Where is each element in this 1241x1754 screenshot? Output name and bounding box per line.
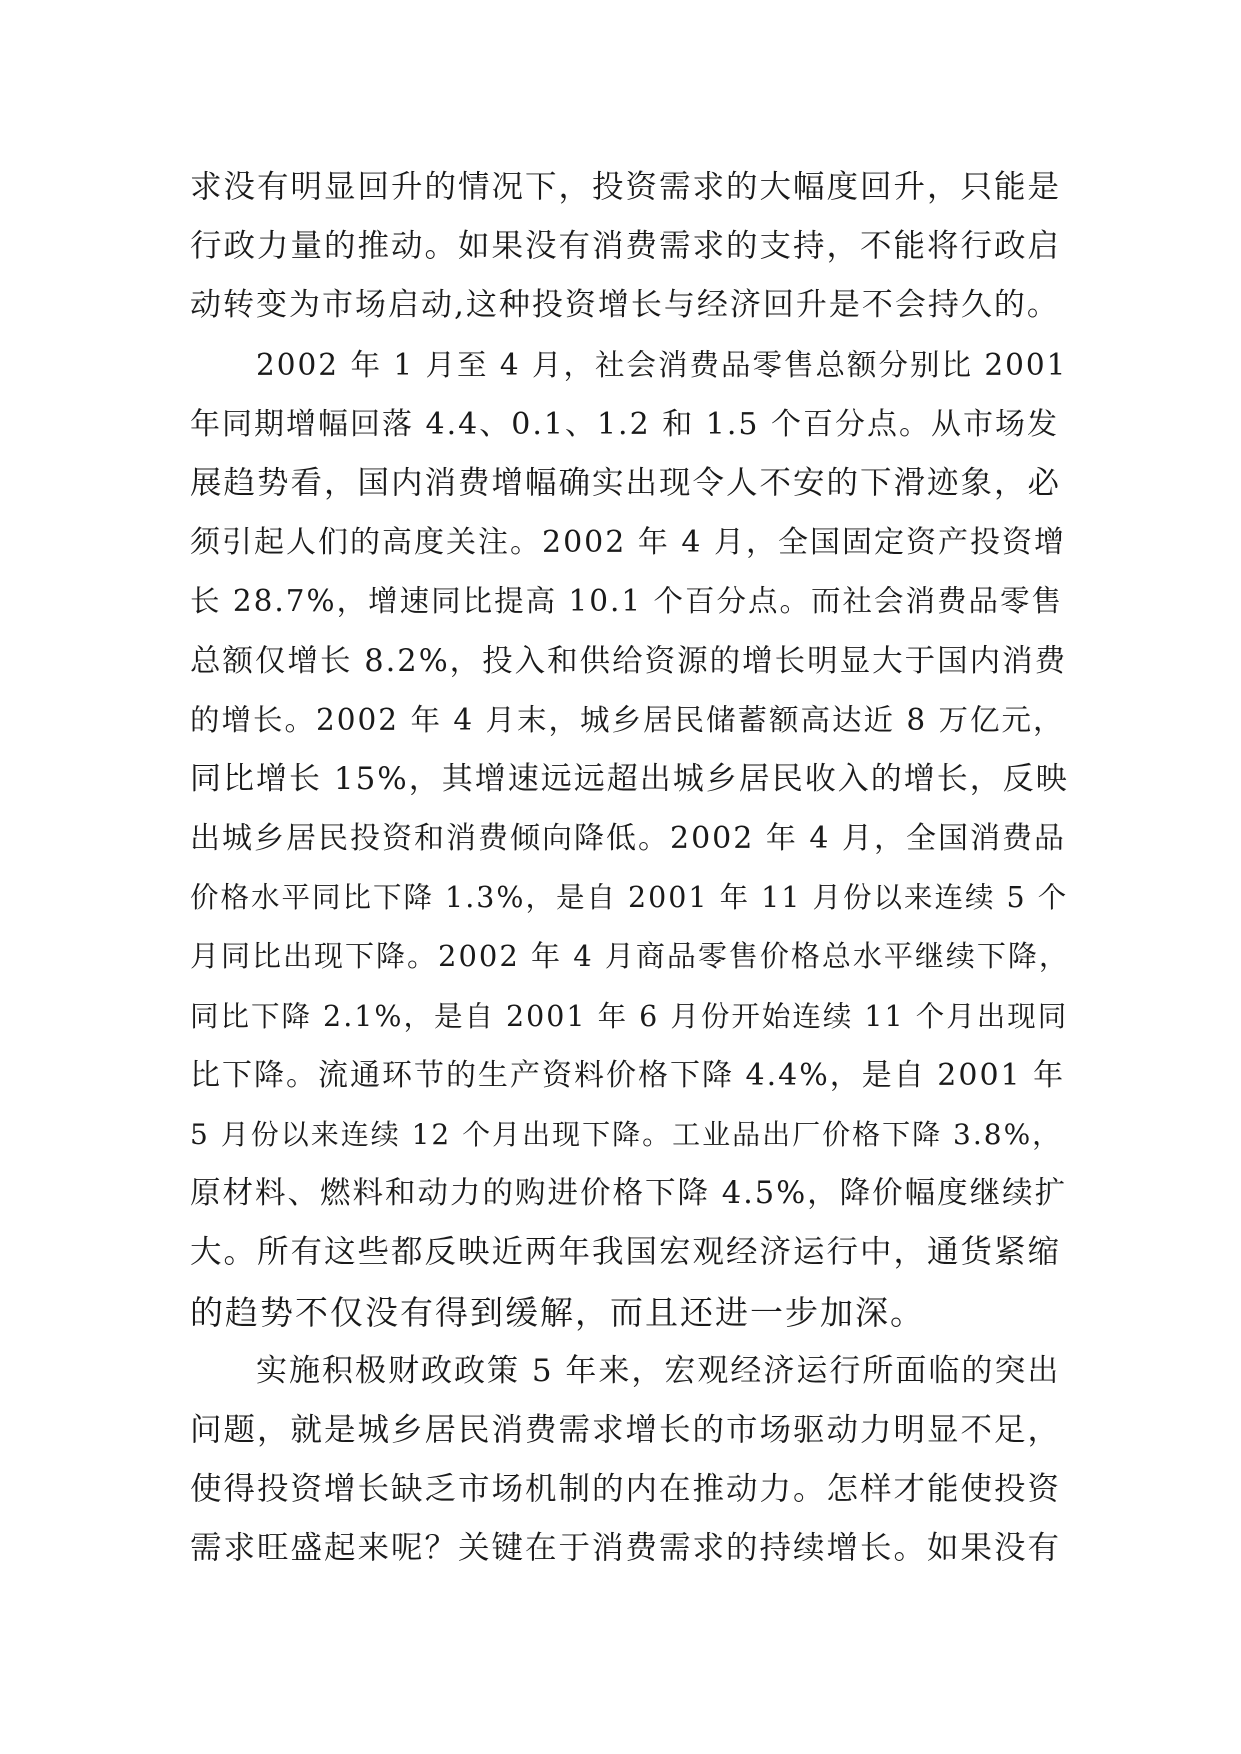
text-line: 原材料、燃料和动力的购进价格下降 4.5%，降价幅度继续扩: [190, 1176, 1068, 1212]
text-line: 展趋势看，国内消费增幅确实出现令人不安的下滑迹象，必: [190, 464, 1062, 501]
text-line: 行政力量的推动。如果没有消费需求的支持，不能将行政启: [190, 228, 1062, 265]
text-line: 问题，就是城乡居民消费需求增长的市场驱动力明显不足，: [190, 1411, 1062, 1448]
text-line: 月同比出现下降。2002 年 4 月商品零售价格总水平继续下降，: [190, 939, 1070, 974]
text-line: 同比下降 2.1%，是自 2001 年 6 月份开始连续 11 个月出现同: [190, 999, 1069, 1033]
text-line: 价格水平同比下降 1.3%，是自 2001 年 11 月份以来连续 5 个: [190, 881, 1069, 915]
text-line: 长 28.7%，增速同比提高 10.1 个百分点。而社会消费品零售: [190, 584, 1064, 619]
text-line: 5 月份以来连续 12 个月出现下降。工业品出厂价格下降 3.8%，: [190, 1118, 1063, 1151]
body-text: [190, 158, 1070, 1579]
text-line: 同比增长 15%，其增速远远超出城乡居民收入的增长，反映: [190, 760, 1069, 797]
text-line: 总额仅增长 8.2%，投入和供给资源的增长明显大于国内消费: [190, 643, 1068, 679]
text-line: 求没有明显回升的情况下，投资需求的大幅度回升，只能是: [190, 169, 1062, 205]
text-line: 的增长。2002 年 4 月末，城乡居民储蓄额高达近 8 万亿元，: [190, 702, 1065, 737]
text-line: 实施积极财政政策 5 年来，宏观经济运行所面临的突出: [256, 1352, 1061, 1389]
text-line: 出城乡居民投资和消费倾向降低。2002 年 4 月，全国消费品: [190, 821, 1067, 857]
text-line: 须引起人们的高度关注。2002 年 4 月，全国固定资产投资增: [190, 525, 1067, 561]
text-line: 动转变为市场启动,这种投资增长与经济回升是不会持久的。: [190, 287, 1060, 324]
text-line: 的趋势不仅没有得到缓解，而且还进一步加深。: [190, 1292, 925, 1332]
text-line: 使得投资增长缺乏市场机制的内在推动力。怎样才能使投资: [190, 1471, 1062, 1508]
text-line: 2002 年 1 月至 4 月，社会消费品零售总额分别比 2001: [256, 347, 1068, 382]
text-line: 年同期增幅回落 4.4、0.1、1.2 和 1.5 个百分点。从市场发: [190, 406, 1059, 442]
text-line: 比下降。流通环节的生产资料价格下降 4.4%，是自 2001 年: [190, 1057, 1066, 1093]
text-line: 需求旺盛起来呢？关键在于消费需求的持续增长。如果没有: [190, 1530, 1062, 1567]
text-line: 大。所有这些都反映近两年我国宏观经济运行中，通货紧缩: [190, 1234, 1062, 1271]
